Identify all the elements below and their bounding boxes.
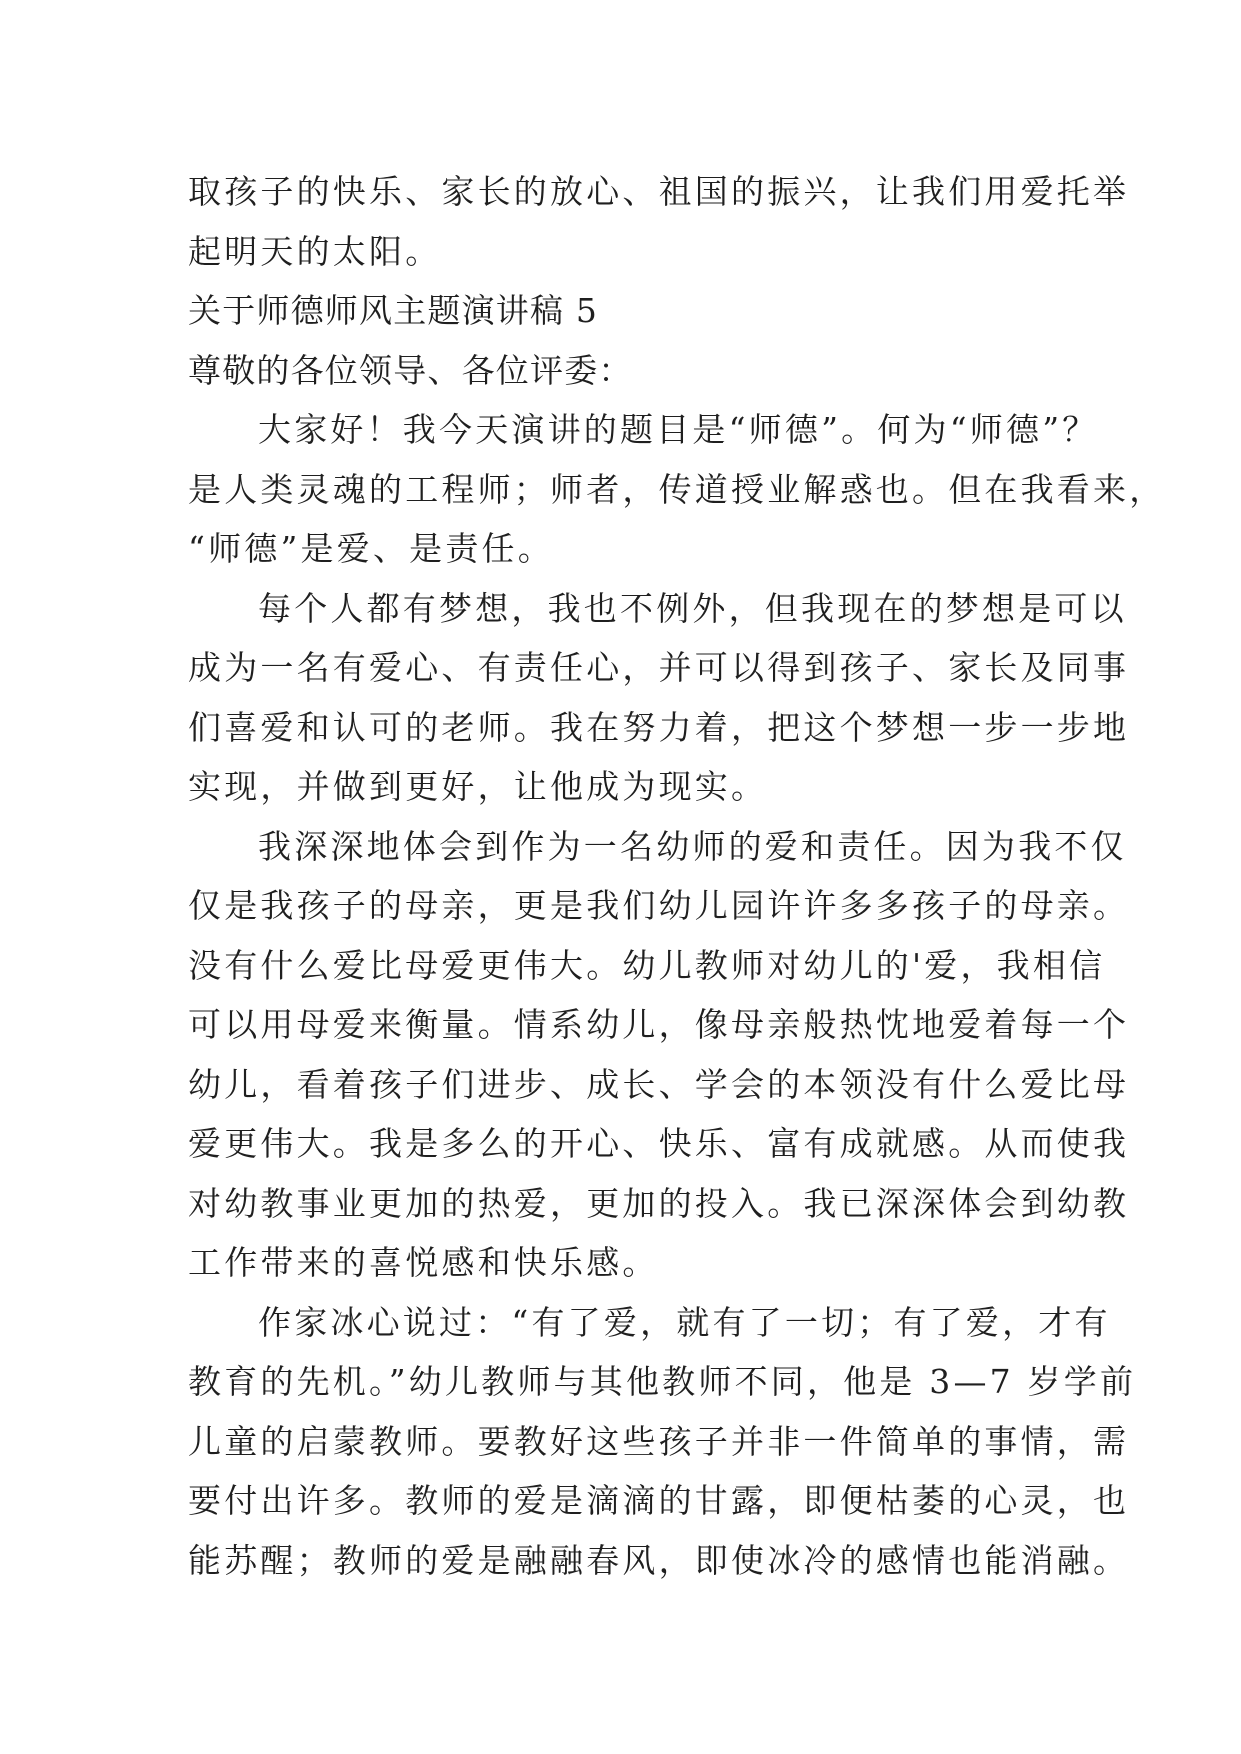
text-line: 要付出许多。教师的爱是滴滴的甘露，即便枯萎的心灵，也 [188,1481,1130,1520]
text-line: 工作带来的喜悦感和快乐感。 [188,1243,659,1282]
text-line: 对幼教事业更加的热爱，更加的投入。我已深深体会到幼教 [188,1183,1130,1223]
text-line: “师德”是爱、是责任。 [188,529,554,568]
text-line: 起明天的太阳。 [188,231,442,271]
text-line: 儿童的启蒙教师。要教好这些孩子并非一件简单的事情，需 [188,1421,1130,1461]
document-body [188,162,1166,1590]
paragraph-first-line: 我深深地体会到作为一名幼师的爱和责任。因为我不仅 [258,826,1127,866]
text-line: 实现，并做到更好，让他成为现实。 [188,767,768,806]
text-line: 能苏醒；教师的爱是融融春风，即使冰冷的感情也能消融。 [188,1540,1130,1580]
text-line: 成为一名有爱心、有责任心，并可以得到孩子、家长及同事 [188,648,1130,687]
text-line: 仅是我孩子的母亲，更是我们幼儿园许许多多孩子的母亲。 [188,886,1130,925]
text-line: 爱更伟大。我是多么的开心、快乐、富有成就感。从而使我 [188,1124,1130,1163]
text-line: 们喜爱和认可的老师。我在努力着，把这个梦想一步一步地 [188,707,1130,747]
salutation: 尊敬的各位领导、各位评委： [188,350,633,390]
paragraph-first-line: 作家冰心说过：“有了爱，就有了一切；有了爱，才有 [258,1302,1111,1342]
text-line: 可以用母爱来衡量。情系幼儿，像母亲般热忱地爱着每一个 [188,1005,1130,1044]
text-line: 教育的先机。”幼儿教师与其他教师不同，他是 3—7 岁学前 [188,1362,1137,1401]
text-line: 没有什么爱比母爱更伟大。幼儿教师对幼儿的'爱，我相信 [188,945,1106,985]
paragraph-first-line: 大家好！我今天演讲的题目是“师德”。何为“师德”？ [258,410,1099,449]
text-line: 取孩子的快乐、家长的放心、祖国的振兴，让我们用爱托举 [188,172,1130,211]
paragraph-first-line: 每个人都有梦想，我也不例外，但我现在的梦想是可以 [258,588,1127,628]
text-line: 是人类灵魂的工程师；师者，传道授业解惑也。但在我看来， [188,469,1166,509]
text-line: 幼儿，看着孩子们进步、成长、学会的本领没有什么爱比母 [188,1064,1130,1104]
section-title: 关于师德师风主题演讲稿 5 [188,291,599,330]
